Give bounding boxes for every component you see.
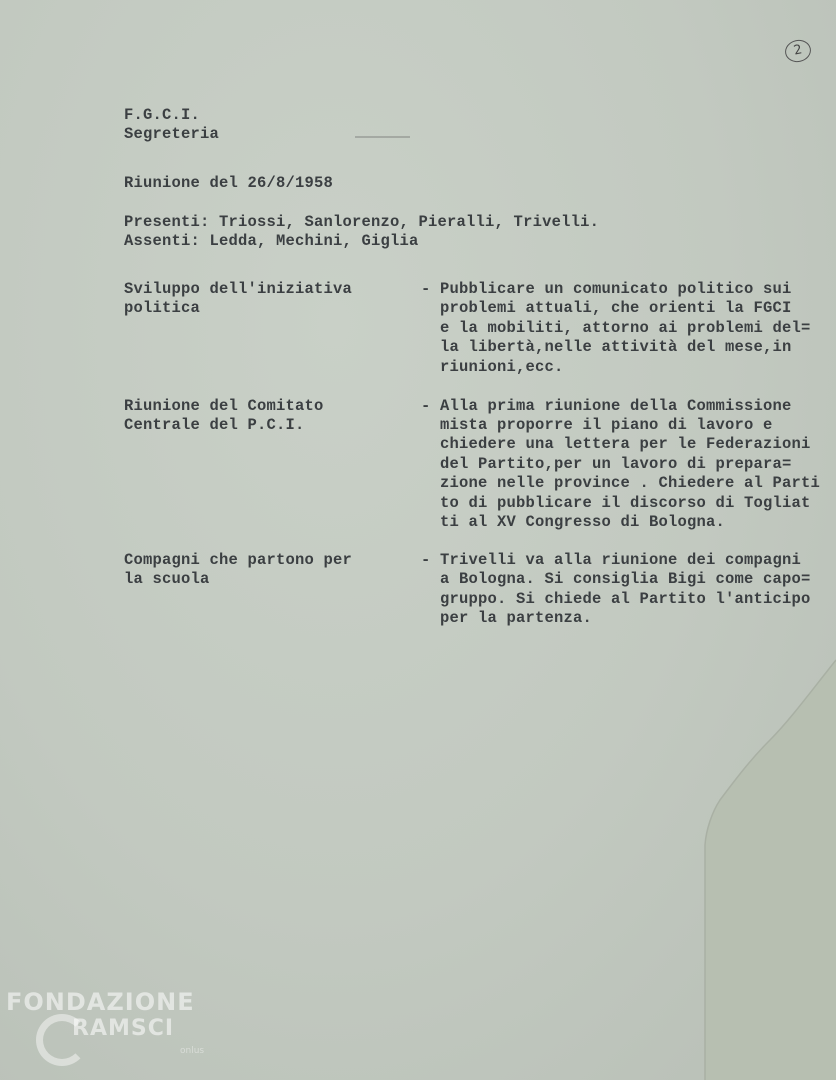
topic-line: la scuola [124,570,210,588]
decision-line: per la partenza. [421,609,593,627]
absent-list: Assenti: Ledda, Mechini, Giglia [124,232,419,250]
topic-line: Sviluppo dell'iniziativa [124,280,353,298]
office-name: Segreteria [124,125,220,143]
meeting-title: Riunione del 26/8/1958 [124,174,334,192]
present-list: Presenti: Triossi, Sanlorenzo, Pieralli, Trivelli. [124,213,600,231]
topic-line: Riunione del Comitato [124,397,324,415]
watermark-line2: RAMSCI [72,1016,175,1041]
decision-line: a Bologna. Si consiglia Bigi come capo= [421,570,811,588]
decision-line: chiedere una lettera per le Federazioni [421,435,811,453]
foundation-watermark [6,988,206,1078]
faint-mark [355,136,410,138]
decision-line: - Trivelli va alla riunione dei compagni [421,551,802,569]
page-number-stamp: 2 [783,38,813,65]
decision-line: la libertà,nelle attività del mese,in [421,338,792,356]
org-name: F.G.C.I. [124,106,201,124]
decision-line: e la mobiliti, attorno ai problemi del= [421,319,811,337]
decision-line: - Alla prima riunione della Commissione [421,397,792,415]
topic-line: Compagni che partono per [124,551,353,569]
topic-line: Centrale del P.C.I. [124,416,305,434]
decision-line: riunioni,ecc. [421,358,564,376]
decision-line: ti al XV Congresso di Bologna. [421,513,726,531]
decision-line: gruppo. Si chiede al Partito l'anticipo [421,590,811,608]
decision-line: to di pubblicare il discorso di Togliat [421,494,811,512]
decision-line: problemi attuali, che orienti la FGCI [421,299,792,317]
decision-line: - Pubblicare un comunicato politico sui [421,280,792,298]
decision-line: del Partito,per un lavoro di prepara= [421,455,792,473]
watermark-suffix: onlus [180,1046,205,1056]
decision-line: mista proporre il piano di lavoro e [421,416,773,434]
watermark-line1: FONDAZIONE [6,988,195,1016]
decision-line: zione nelle province . Chiedere al Parti [421,474,821,492]
topic-line: politica [124,299,201,317]
